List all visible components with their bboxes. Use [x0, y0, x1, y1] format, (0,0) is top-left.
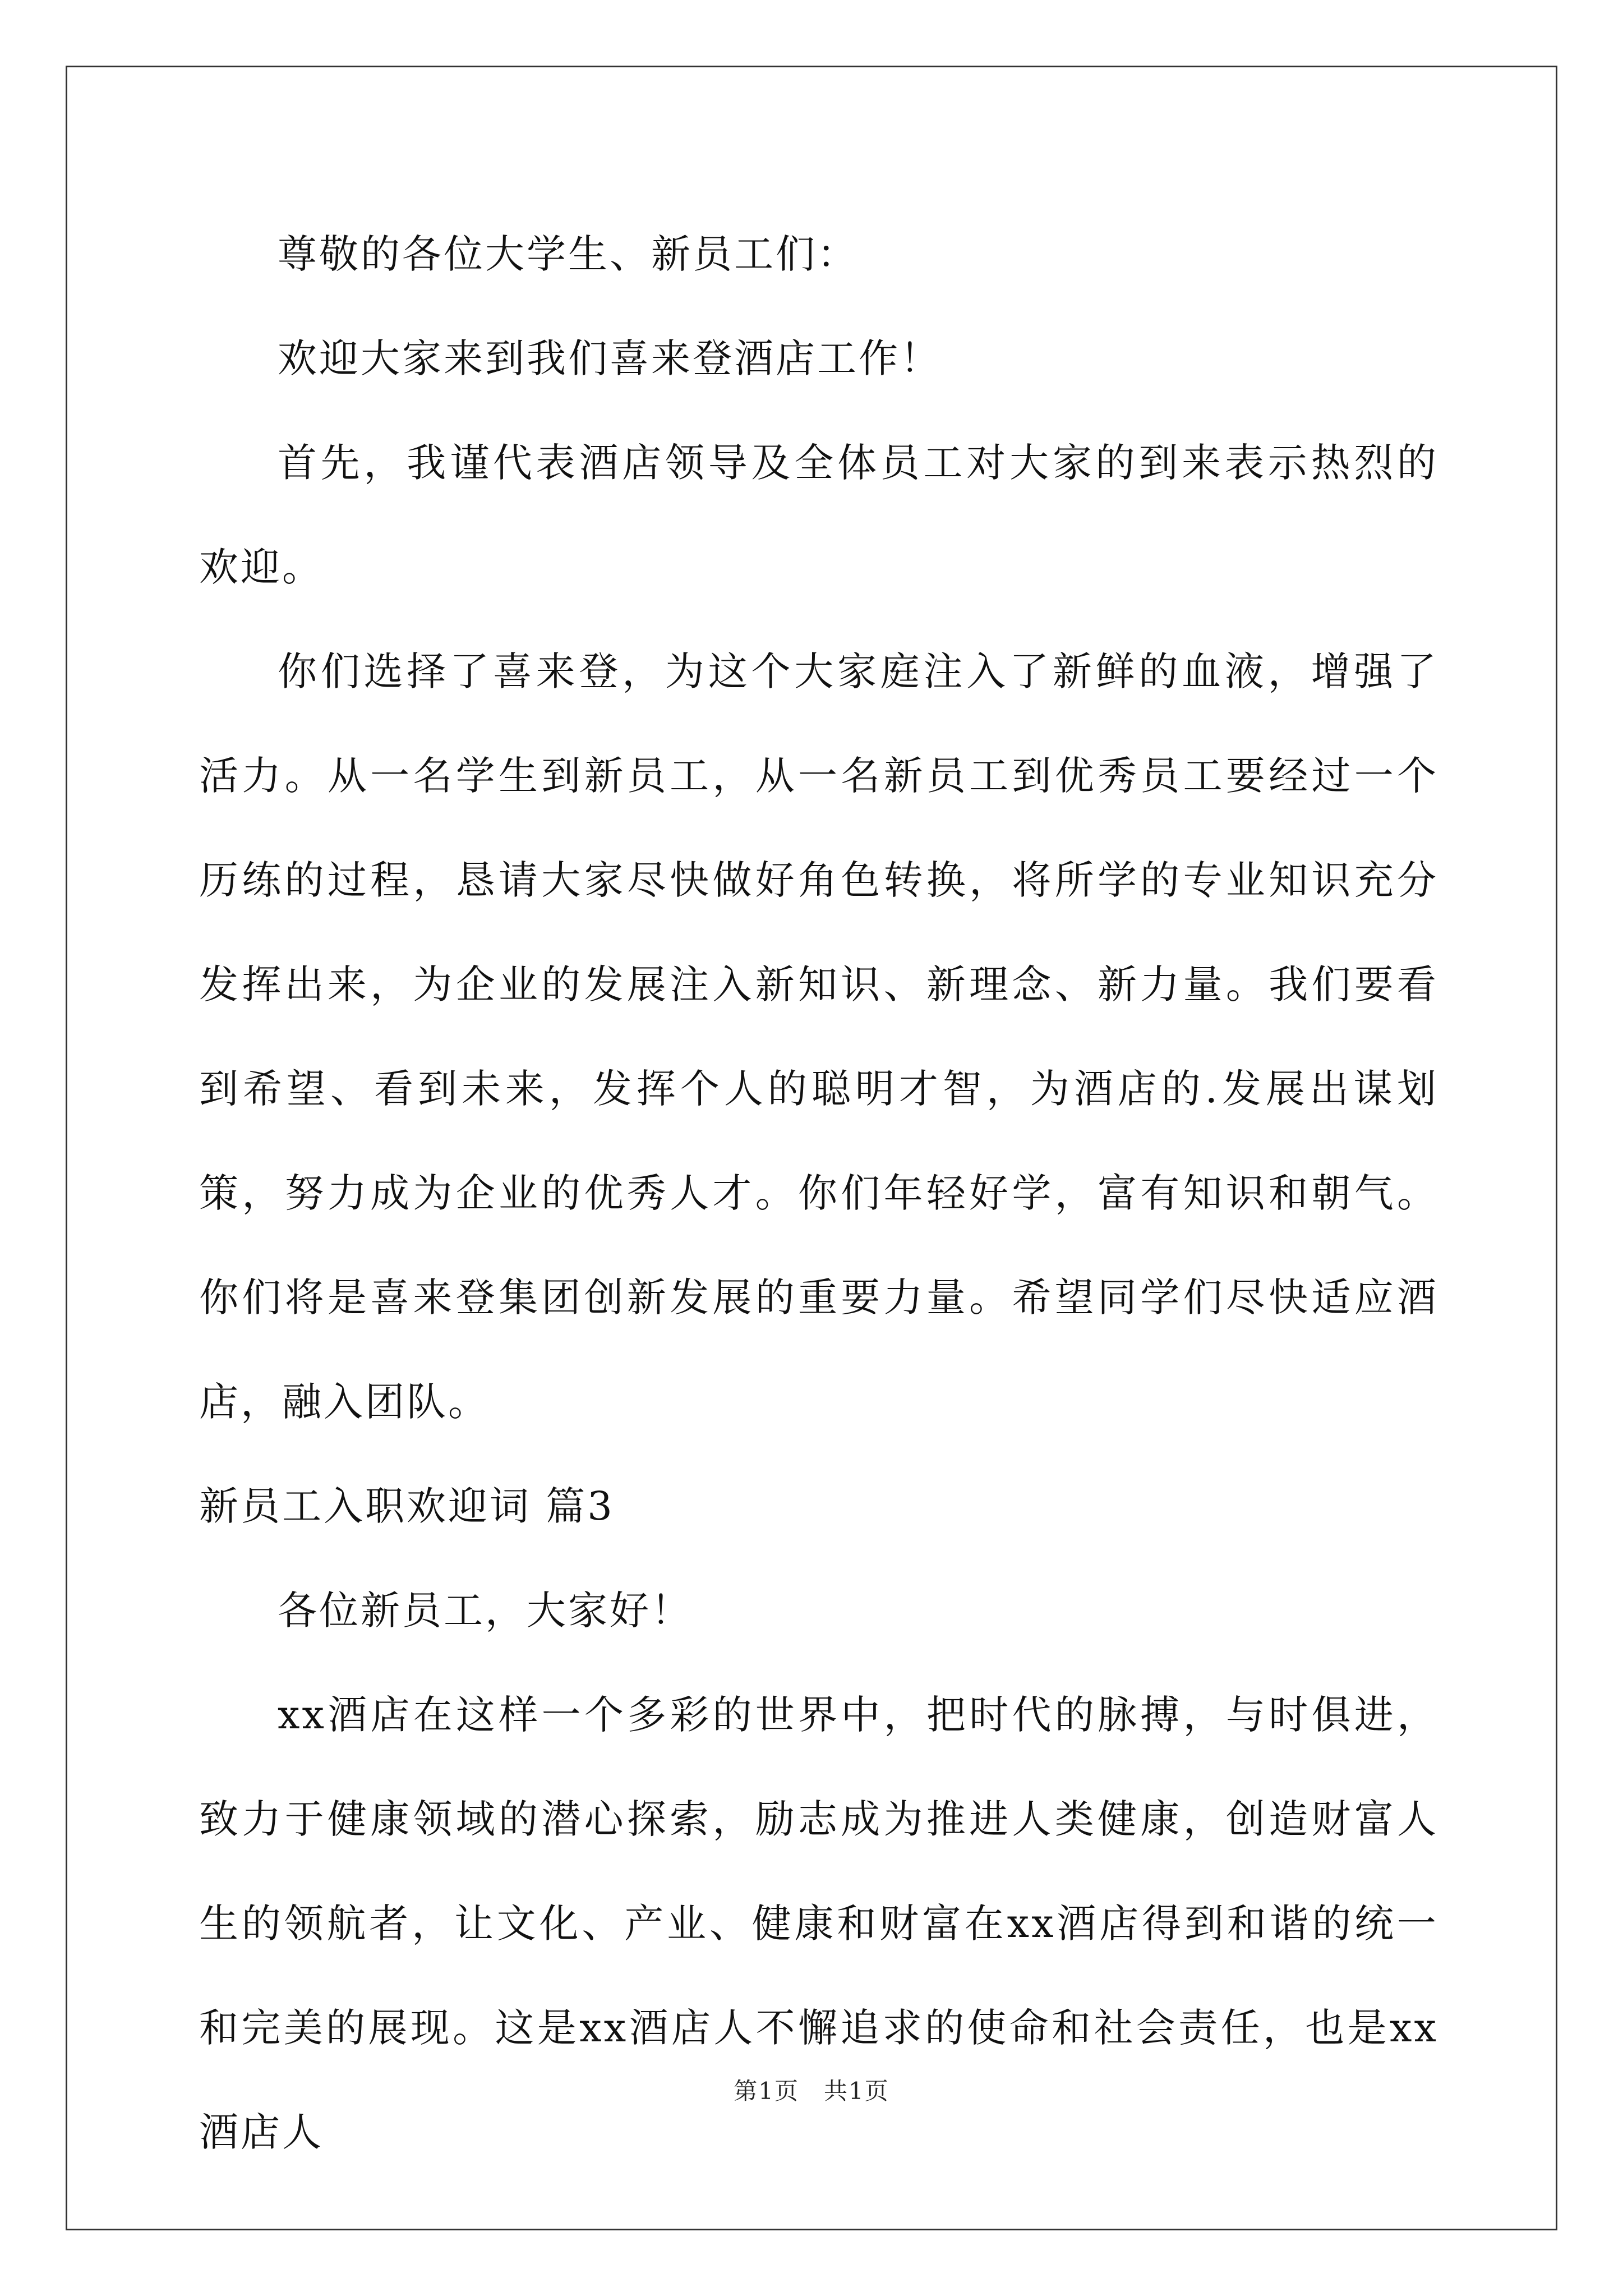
salutation-paragraph: 尊敬的各位大学生、新员工们：: [278, 231, 859, 277]
welcome-paragraph: 欢迎大家来到我们喜来登酒店工作！: [278, 335, 942, 381]
section-heading: 新员工入职欢迎词 篇3: [199, 1483, 615, 1529]
document-body: [199, 202, 1438, 2184]
body-paragraph: 你们选择了喜来登，为这个大家庭注入了新鲜的血液，增强了活力。从一名学生到新员工，从一名新员工到优秀员工要经过一个历练的过程，恳请大家尽快做好角色转换，将所学的专业知识充分发挥出来，为企业的发展注入新知识、新理念、新力量。我们要看到希望、看到未来，发挥个人的聪明才智，为酒店的.发展出谋划策，努力成为企业的优秀人才。你们年轻好学，富有知识和朝气。你们将是喜来登集团创新发展的重要力量。希望同学们尽快适应酒店，融入团队。: [199, 648, 1438, 1425]
page-number-footer: 第1页 共1页: [734, 2077, 889, 2105]
section-body-paragraph: xx酒店在这样一个多彩的世界中，把时代的脉搏，与时俱进，致力于健康领域的潜心探索，励志成为推进人类健康，创造财富人生的领航者，让文化、产业、健康和财富在xx酒店得到和谐的统一和完美的展现。这是xx酒店人不懈追求的使命和社会责任，也是xx酒店人: [199, 1692, 1438, 2155]
section-salutation-paragraph: 各位新员工，大家好！: [278, 1588, 693, 1634]
greeting-paragraph: 首先，我谨代表酒店领导及全体员工对大家的到来表示热烈的欢迎。: [199, 440, 1438, 590]
